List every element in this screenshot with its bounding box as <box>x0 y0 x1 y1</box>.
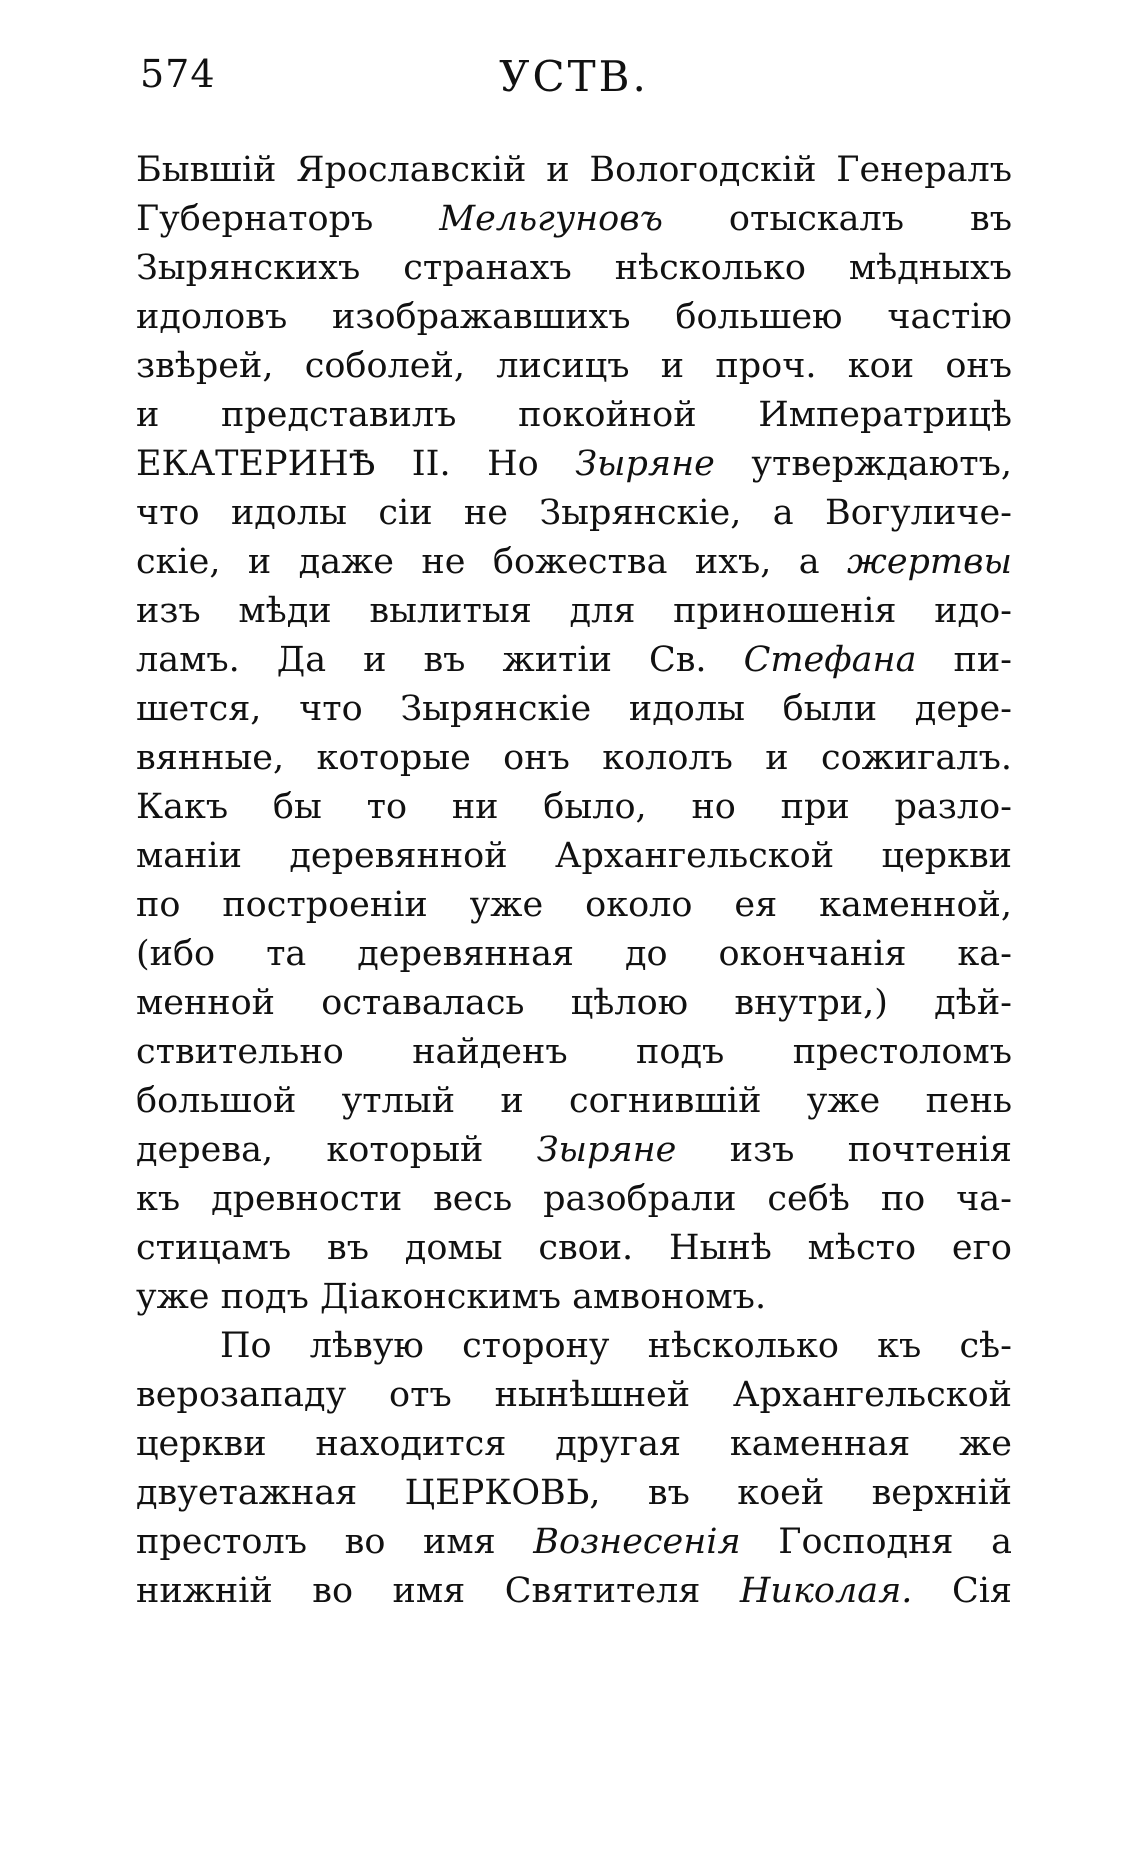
italic-text: Мельгуновъ <box>439 199 663 239</box>
text-line: стицамъ въ домы свои. Нынѣ мѣсто его <box>136 1228 1012 1268</box>
page-header <box>140 52 1008 108</box>
text-line: маніи деревянной Архангельской церкви <box>136 836 1012 876</box>
text-line: Бывшій Ярославскій и Вологодскій Генералъ <box>136 150 1012 190</box>
text-line: двуетажная ЦЕРКОВЬ, въ коей верхній <box>136 1473 1012 1513</box>
text-line: скіе, и даже не божества ихъ, а жертвы <box>136 542 1012 582</box>
text-line: къ древности весь разобрали себѣ по ча- <box>136 1179 1012 1219</box>
text-line: звѣрей, соболей, лисицъ и проч. кои онъ <box>136 346 1012 386</box>
text-line: верозападу отъ нынѣшней Архангельской <box>136 1375 1012 1415</box>
text-line: (ибо та деревянная до окончанія ка- <box>136 934 1012 974</box>
italic-text: Зыряне <box>536 1130 677 1170</box>
text-line: престолъ во имя Вознесенія Господня а <box>136 1522 1012 1562</box>
italic-text: Вознесенія <box>533 1522 741 1562</box>
text-line: шется, что Зырянскіе идолы были дере- <box>136 689 1012 729</box>
italic-text: Зыряне <box>575 444 715 484</box>
text-line: что идолы сіи не Зырянскіе, а Вогуличе- <box>136 493 1012 533</box>
text-line: по построеніи уже около ея каменной, <box>136 885 1012 925</box>
italic-text: Стефана <box>743 640 917 680</box>
page-number: 574 <box>140 52 216 96</box>
text-line: ламъ. Да и въ житіи Св. Стефана пи- <box>136 640 1012 680</box>
body-text <box>136 146 1012 1616</box>
text-line: большой утлый и согнившій уже пень <box>136 1081 1012 1121</box>
text-line: Зырянскихъ странахъ нѣсколько мѣдныхъ <box>136 248 1012 288</box>
text-line: Губернаторъ Мельгуновъ отыскалъ въ <box>136 199 1012 239</box>
text-line: церкви находится другая каменная же <box>136 1424 1012 1464</box>
text-line: менной оставалась цѣлою внутри,) дѣй- <box>136 983 1012 1023</box>
text-line: ЕКАТЕРИНѢ II. Но Зыряне утверждаютъ, <box>136 444 1013 484</box>
italic-text: Николая. <box>739 1571 913 1611</box>
text-line: изъ мѣди вылитыя для приношенія идо- <box>136 591 1012 631</box>
text-line: ствительно найденъ подъ престоломъ <box>136 1032 1012 1072</box>
text-line: уже подъ Діаконскимъ амвономъ. <box>136 1277 767 1317</box>
text-line: По лѣвую сторону нѣсколько къ сѣ- <box>220 1326 1012 1366</box>
text-line: нижній во имя Святителя Николая. Сія <box>136 1571 1012 1611</box>
text-line: Какъ бы то ни было, но при разло- <box>136 787 1012 827</box>
running-head: УСТВ. <box>499 52 649 101</box>
text-line: дерева, который Зыряне изъ почтенія <box>136 1130 1012 1170</box>
text-line: и представилъ покойной Императрицѣ <box>136 395 1012 435</box>
text-line: вянные, которые онъ кололъ и сожигалъ. <box>136 738 1012 778</box>
italic-text: жертвы <box>847 542 1012 582</box>
text-line: идоловъ изображавшихъ большею частію <box>136 297 1012 337</box>
